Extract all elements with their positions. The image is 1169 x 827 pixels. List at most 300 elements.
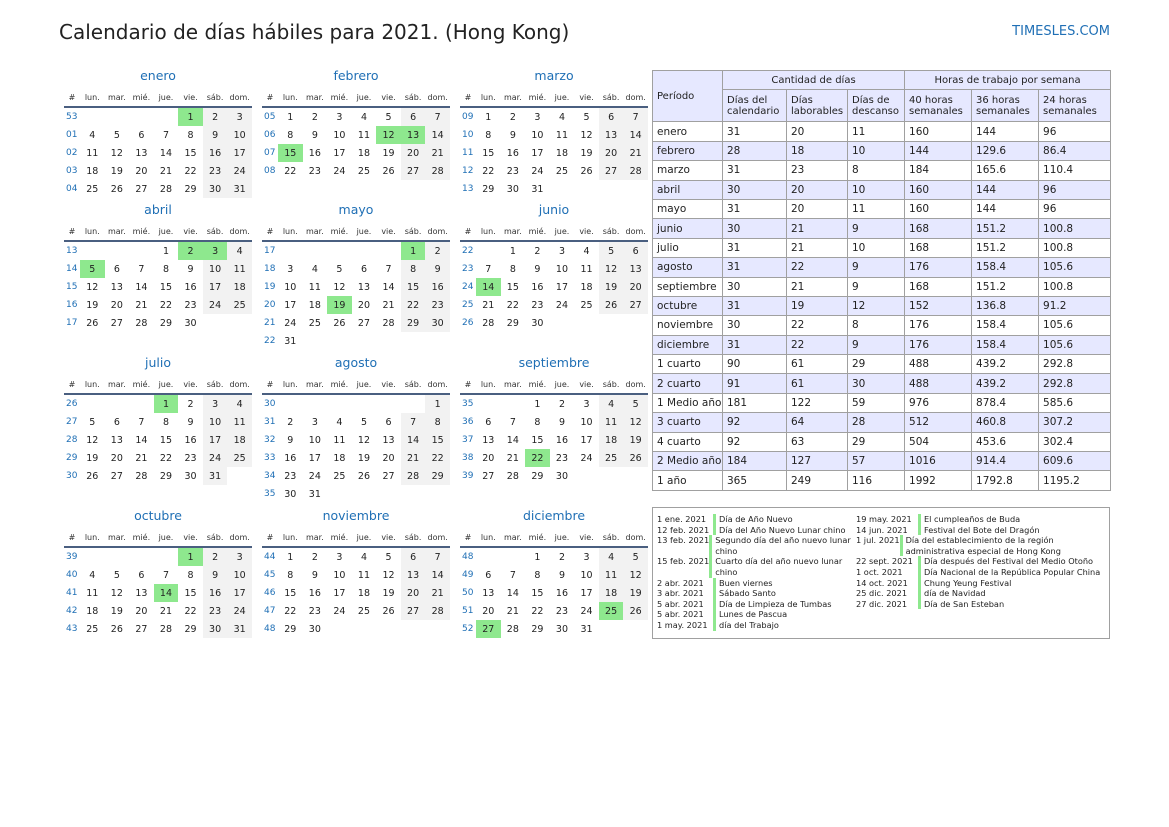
day-cell (227, 467, 252, 485)
week-number: 50 (462, 588, 474, 598)
day-cell: 25 (308, 317, 321, 329)
day-cell: 9 (558, 569, 565, 581)
weekday-header: vie. (376, 528, 401, 547)
day-cell: 22 (401, 296, 426, 314)
value-cell: 21 (787, 219, 848, 238)
holiday-date: 27 dic. 2021 (856, 598, 908, 609)
day-cell: 1 (178, 547, 203, 566)
holiday-item (657, 588, 853, 599)
weekday-header: dom. (425, 528, 450, 547)
weekday-header: sáb. (401, 375, 426, 394)
value-cell: 158.4 (972, 316, 1039, 335)
day-cell: 28 (382, 317, 395, 329)
day-cell: 23 (203, 602, 228, 620)
day-cell: 27 (401, 162, 426, 180)
period-cell: julio (653, 238, 723, 257)
day-cell (327, 485, 352, 503)
month-name: enero (140, 68, 176, 83)
period-cell: junio (653, 219, 723, 238)
day-cell: 4 (89, 129, 96, 141)
period-cell: septiembre (653, 277, 723, 296)
day-cell: 18 (599, 584, 624, 602)
day-cell: 1 (401, 241, 426, 260)
weekday-header: mié. (327, 88, 352, 107)
weekday-header: # (460, 222, 476, 241)
day-cell: 20 (401, 144, 426, 162)
day-cell: 28 (425, 602, 450, 620)
day-cell: 27 (476, 620, 501, 638)
day-cell: 27 (401, 602, 426, 620)
value-cell: 11 (848, 122, 905, 141)
weekday-header: mié. (327, 528, 352, 547)
day-cell: 21 (506, 452, 519, 464)
day-cell: 14 (401, 431, 426, 449)
holiday-item (657, 599, 853, 610)
day-cell: 24 (227, 162, 252, 180)
week-row (262, 296, 450, 314)
week-number: 51 (462, 606, 474, 616)
day-cell: 3 (227, 547, 252, 566)
month-table (262, 222, 450, 350)
day-cell: 17 (227, 144, 252, 162)
day-cell: 20 (401, 584, 426, 602)
day-cell: 3 (534, 111, 541, 123)
weekday-header: sáb. (203, 222, 228, 241)
weekday-header: mié. (525, 88, 550, 107)
day-cell: 25 (333, 470, 346, 482)
summary-row (653, 141, 1111, 160)
holiday-name: El cumpleaños de Buda (918, 514, 1020, 525)
week-number: 49 (462, 570, 474, 580)
week-number: 25 (462, 300, 474, 310)
week-number: 14 (66, 264, 78, 274)
week-number: 40 (66, 570, 78, 580)
week-row (460, 126, 648, 144)
week-row (64, 566, 252, 584)
weekday-header: jue. (550, 88, 575, 107)
day-cell (129, 107, 154, 126)
weekday-header: sáb. (203, 88, 228, 107)
value-cell: 439.2 (972, 374, 1039, 393)
value-cell: 11 (848, 199, 905, 218)
day-cell (376, 394, 401, 413)
day-cell: 1 (485, 111, 492, 123)
day-cell: 15 (425, 431, 450, 449)
header-calendar-days: Días del calendario (723, 90, 787, 122)
week-number: 42 (66, 606, 78, 616)
day-cell: 25 (555, 165, 569, 177)
day-cell: 7 (623, 107, 648, 126)
day-cell (80, 241, 105, 260)
day-cell: 3 (311, 416, 318, 428)
week-number: 45 (264, 570, 276, 580)
weekday-header: sáb. (599, 222, 624, 241)
day-cell: 18 (357, 147, 371, 159)
day-cell: 12 (382, 569, 395, 581)
day-cell: 2 (287, 416, 294, 428)
day-cell: 3 (583, 398, 590, 410)
holiday-name: Día del establecimiento de la región administrativa especial de Hong Kong (900, 535, 1106, 556)
value-cell: 30 (723, 180, 787, 199)
holiday-date: 12 feb. 2021 (657, 524, 710, 535)
weekday-header: lun. (476, 222, 501, 241)
day-cell: 31 (227, 180, 252, 198)
day-cell: 16 (184, 434, 197, 446)
summary-row (653, 122, 1111, 141)
weekday-header: lun. (80, 528, 105, 547)
holiday-name: Segundo día del año nuevo lunar chino (709, 535, 853, 556)
period-cell: 3 cuarto (653, 413, 723, 432)
weekday-header: # (460, 375, 476, 394)
value-cell: 10 (848, 238, 905, 257)
day-cell: 12 (376, 126, 401, 144)
week-number: 18 (264, 264, 276, 274)
day-cell: 5 (583, 111, 590, 123)
value-cell: 365 (723, 471, 787, 490)
day-cell (376, 332, 401, 350)
day-cell: 21 (425, 144, 450, 162)
day-cell: 19 (86, 452, 99, 464)
day-cell: 21 (382, 299, 395, 311)
day-cell: 21 (623, 144, 648, 162)
day-cell: 27 (623, 296, 648, 314)
day-cell (376, 620, 401, 638)
week-row (460, 566, 648, 584)
week-number: 26 (462, 318, 474, 328)
weekday-header: vie. (574, 88, 599, 107)
day-cell (599, 180, 624, 198)
day-cell: 6 (385, 416, 392, 428)
day-cell: 18 (86, 605, 99, 617)
site-link[interactable]: TIMESLES.COM (1012, 24, 1110, 39)
value-cell: 31 (723, 122, 787, 141)
day-cell (599, 314, 624, 332)
weekday-header: lun. (80, 375, 105, 394)
month-abril (64, 200, 252, 332)
weekday-header: vie. (574, 528, 599, 547)
day-cell: 6 (113, 416, 120, 428)
day-cell: 21 (401, 449, 426, 467)
week-row (460, 547, 648, 566)
week-row (64, 314, 252, 332)
holiday-date: 1 ene. 2021 (657, 514, 707, 524)
day-cell: 12 (623, 566, 648, 584)
day-cell: 23 (555, 452, 569, 464)
week-row (460, 180, 648, 198)
day-cell: 4 (89, 569, 96, 581)
month-table (262, 528, 450, 638)
day-cell: 26 (580, 165, 593, 177)
weekday-header: vie. (574, 222, 599, 241)
day-cell (80, 107, 105, 126)
day-cell: 17 (333, 587, 346, 599)
day-cell: 13 (401, 126, 426, 144)
day-cell: 17 (284, 299, 297, 311)
value-cell: 160 (905, 199, 972, 218)
day-cell: 3 (336, 551, 343, 563)
weekday-header: mar. (303, 222, 328, 241)
value-cell: 96 (1039, 180, 1111, 199)
holiday-item (856, 567, 1106, 578)
day-cell: 1 (162, 245, 169, 257)
week-number: 05 (264, 112, 276, 122)
holiday-item (856, 556, 1106, 567)
week-number: 10 (462, 130, 474, 140)
day-cell: 2 (311, 111, 318, 123)
week-row (64, 584, 252, 602)
weekday-header: mié. (327, 222, 352, 241)
day-cell: 3 (583, 551, 590, 563)
day-cell: 13 (482, 587, 495, 599)
day-cell: 15 (401, 278, 426, 296)
day-cell: 11 (599, 413, 624, 431)
day-cell (80, 547, 105, 566)
day-cell: 16 (203, 144, 228, 162)
day-cell: 29 (159, 317, 173, 329)
weekday-header: mar. (303, 528, 328, 547)
day-cell: 20 (482, 452, 495, 464)
day-cell: 17 (580, 434, 593, 446)
day-cell: 27 (382, 470, 395, 482)
day-cell: 23 (284, 470, 297, 482)
period-cell: noviembre (653, 316, 723, 335)
month-name: diciembre (522, 508, 586, 523)
value-cell: 168 (905, 219, 972, 238)
value-cell: 22 (787, 335, 848, 354)
weekday-header: # (460, 528, 476, 547)
day-cell: 26 (357, 470, 371, 482)
value-cell: 61 (787, 355, 848, 374)
day-cell: 10 (308, 434, 321, 446)
weekday-header: jue. (352, 222, 377, 241)
day-cell: 6 (138, 129, 145, 141)
day-cell: 20 (135, 605, 148, 617)
week-row (64, 296, 252, 314)
day-cell: 2 (425, 241, 450, 260)
day-cell: 3 (287, 263, 294, 275)
month-name: junio (538, 202, 570, 217)
day-cell: 18 (308, 299, 321, 311)
day-cell: 26 (86, 470, 99, 482)
day-cell: 11 (308, 281, 321, 293)
week-number: 29 (66, 453, 78, 463)
weekday-header: jue. (154, 528, 179, 547)
day-cell: 5 (336, 263, 343, 275)
holiday-date: 5 abr. 2021 (657, 609, 704, 620)
period-cell: 1 cuarto (653, 355, 723, 374)
holiday-date: 14 jun. 2021 (856, 524, 908, 535)
day-cell: 10 (333, 129, 346, 141)
value-cell: 29 (848, 355, 905, 374)
day-cell: 23 (425, 296, 450, 314)
day-cell: 14 (476, 278, 501, 296)
day-cell: 29 (506, 317, 519, 329)
day-cell: 5 (80, 260, 105, 278)
day-cell: 11 (580, 263, 593, 275)
day-cell: 2 (509, 111, 516, 123)
weekday-header: sáb. (401, 528, 426, 547)
week-row (64, 467, 252, 485)
summary-row (653, 258, 1111, 277)
day-cell: 29 (184, 623, 197, 635)
day-cell: 25 (599, 449, 624, 467)
day-cell: 4 (558, 111, 565, 123)
day-cell: 1 (287, 111, 294, 123)
week-row (64, 394, 252, 413)
day-cell: 18 (227, 431, 252, 449)
day-cell: 13 (135, 587, 148, 599)
day-cell: 29 (284, 623, 297, 635)
day-cell: 30 (203, 180, 228, 198)
day-cell: 4 (360, 111, 367, 123)
day-cell: 13 (135, 147, 148, 159)
holiday-item (856, 525, 1106, 536)
month-julio (64, 353, 252, 485)
day-cell: 6 (623, 241, 648, 260)
summary-row (653, 199, 1111, 218)
day-cell: 10 (580, 569, 593, 581)
day-cell: 24 (203, 296, 228, 314)
day-cell: 22 (531, 605, 544, 617)
summary-row (653, 452, 1111, 471)
day-cell: 22 (425, 449, 450, 467)
day-cell: 15 (184, 587, 197, 599)
week-number: 03 (66, 166, 78, 176)
holiday-list-right (856, 514, 1106, 609)
day-cell: 12 (623, 413, 648, 431)
day-cell: 26 (110, 183, 123, 195)
day-cell: 26 (382, 165, 395, 177)
day-cell: 23 (184, 299, 197, 311)
day-cell: 30 (203, 620, 228, 638)
summary-row (653, 161, 1111, 180)
day-cell: 15 (482, 147, 495, 159)
day-cell: 15 (284, 587, 297, 599)
day-cell: 8 (425, 413, 450, 431)
holiday-name: Lunes de Pascua (713, 609, 787, 620)
day-cell (352, 394, 377, 413)
day-cell: 5 (623, 394, 648, 413)
day-cell (401, 485, 426, 503)
value-cell: 165.6 (972, 161, 1039, 180)
day-cell: 1 (509, 245, 516, 257)
week-number: 35 (264, 489, 276, 499)
day-cell: 22 (284, 605, 297, 617)
day-cell: 8 (187, 129, 194, 141)
day-cell (476, 241, 501, 260)
day-cell: 22 (184, 605, 197, 617)
day-cell: 15 (506, 281, 519, 293)
month-name: abril (144, 202, 172, 217)
weekday-header: mar. (105, 88, 130, 107)
week-row (262, 278, 450, 296)
value-cell: 31 (723, 258, 787, 277)
day-cell: 26 (110, 623, 123, 635)
day-cell: 17 (227, 584, 252, 602)
value-cell: 18 (787, 141, 848, 160)
day-cell (80, 394, 105, 413)
day-cell: 26 (599, 296, 624, 314)
month-table (262, 375, 450, 503)
week-number: 22 (264, 336, 276, 346)
summary-table (652, 70, 1111, 491)
value-cell: 292.8 (1039, 374, 1111, 393)
day-cell (476, 394, 501, 413)
weekday-header: # (262, 528, 278, 547)
weekday-header: dom. (227, 528, 252, 547)
value-cell: 176 (905, 335, 972, 354)
day-cell: 6 (113, 263, 120, 275)
holiday-name: Chung Yeung Festival (918, 578, 1011, 589)
weekday-header: vie. (178, 222, 203, 241)
day-cell: 13 (623, 260, 648, 278)
day-cell: 12 (599, 260, 624, 278)
weekday-header: mar. (105, 528, 130, 547)
day-cell: 28 (623, 162, 648, 180)
holiday-list-left (657, 514, 853, 631)
day-cell (550, 314, 575, 332)
week-number: 32 (264, 435, 276, 445)
value-cell: 105.6 (1039, 316, 1111, 335)
holiday-item (856, 514, 1106, 525)
week-row (262, 126, 450, 144)
month-febrero (262, 66, 450, 180)
header-period: Período (653, 71, 723, 122)
day-cell: 18 (599, 431, 624, 449)
weekday-header: dom. (425, 222, 450, 241)
day-cell: 2 (187, 398, 194, 410)
week-row (460, 431, 648, 449)
day-cell: 5 (89, 416, 96, 428)
holiday-date: 14 oct. 2021 (856, 577, 908, 588)
weekday-header: mié. (327, 375, 352, 394)
day-cell: 13 (599, 126, 624, 144)
week-row (460, 278, 648, 296)
value-cell: 878.4 (972, 393, 1039, 412)
day-cell: 21 (159, 165, 173, 177)
day-cell (376, 241, 401, 260)
weekday-header: mar. (105, 375, 130, 394)
weekday-header: # (262, 88, 278, 107)
month-diciembre (460, 506, 648, 638)
week-row (64, 144, 252, 162)
day-cell: 16 (203, 584, 228, 602)
holiday-item (856, 535, 1106, 556)
weekday-header: jue. (352, 88, 377, 107)
day-cell: 29 (425, 467, 450, 485)
value-cell: 9 (848, 277, 905, 296)
day-cell: 24 (203, 449, 228, 467)
week-row (64, 431, 252, 449)
value-cell: 31 (723, 161, 787, 180)
day-cell (105, 107, 130, 126)
week-number: 43 (66, 624, 78, 634)
summary-row (653, 180, 1111, 199)
value-cell: 91 (723, 374, 787, 393)
day-cell: 2 (203, 547, 228, 566)
day-cell: 8 (162, 416, 169, 428)
holiday-item (657, 525, 853, 536)
weekday-header: vie. (376, 88, 401, 107)
value-cell: 504 (905, 432, 972, 451)
value-cell: 181 (723, 393, 787, 412)
day-cell: 8 (287, 129, 294, 141)
day-cell: 8 (187, 569, 194, 581)
holiday-date: 3 abr. 2021 (657, 588, 704, 599)
value-cell: 512 (905, 413, 972, 432)
week-row (262, 314, 450, 332)
value-cell: 151.2 (972, 238, 1039, 257)
